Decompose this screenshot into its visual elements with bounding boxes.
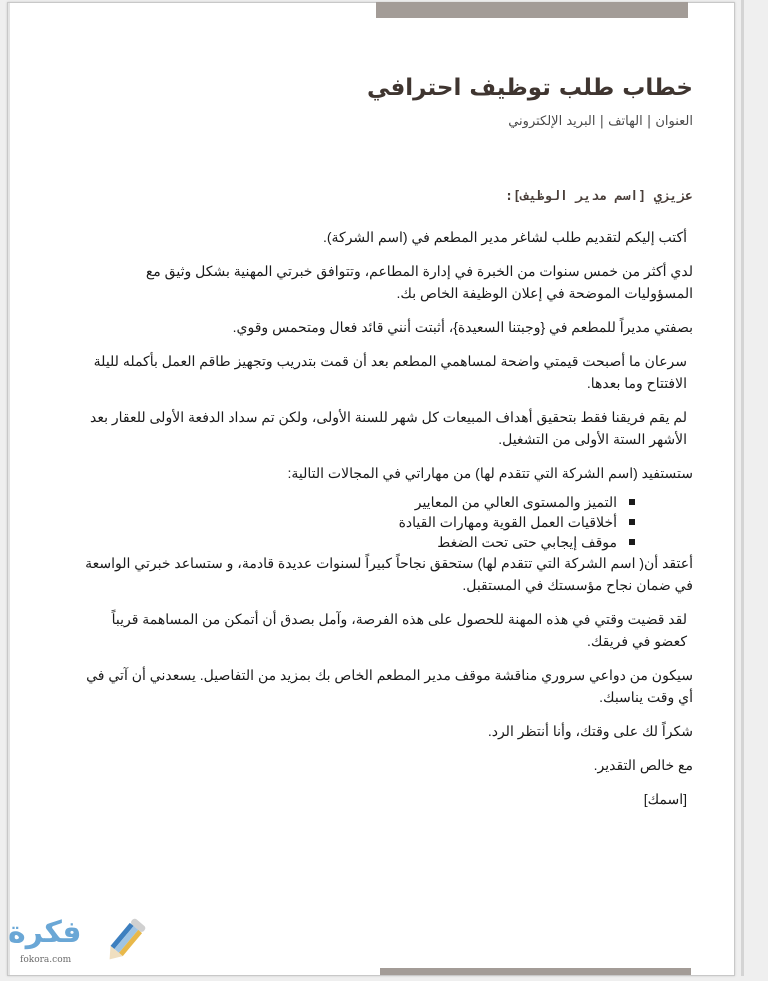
- square-bullet-icon: [629, 519, 635, 525]
- skill-text: التميز والمستوى العالي من المعايير: [414, 494, 617, 510]
- paragraph-role: بصفتي مديراً للمطعم في {وجبتنا السعيدة}، أثبتت أنني قائد فعال ومتحمس وقوي.: [232, 319, 693, 335]
- paragraph-discussion: سيكون من دواعي سروري مناقشة موقف مدير المطعم الخاص بك بمزيد من التفاصيل. يسعدني أن آتي في أي وقت يناسبك.: [86, 667, 693, 705]
- skill-text: موقف إيجابي حتى تحت الضغط: [437, 534, 617, 550]
- letter-body: [76, 226, 693, 810]
- list-item: [76, 532, 635, 552]
- paragraph-skills-intro: ستستفيد (اسم الشركة التي تتقدم لها) من مهاراتي في المجالات التالية:: [287, 465, 693, 481]
- paragraph-value: سرعان ما أصبحت قيمتي واضحة لمساهمي المطعم بعد أن قمت بتدريب وتجهيز طاقم العمل بأكمله لليلة الافتتاح وما بعدها.: [93, 353, 687, 391]
- paragraph-intro: أكتب إليكم لتقديم طلب لشاغر مدير المطعم في (اسم الشركة).: [322, 229, 687, 245]
- signature-placeholder: [اسمك]: [643, 791, 687, 807]
- footer-accent-bar: [380, 968, 691, 975]
- square-bullet-icon: [629, 499, 635, 505]
- letter-title: خطاب طلب توظيف احترافي: [366, 75, 693, 101]
- pencil-icon: [100, 915, 150, 967]
- logo-brand-text: فكرة: [8, 915, 82, 950]
- skills-list: [76, 492, 693, 552]
- header-accent-bar: [376, 2, 688, 18]
- paragraph-dedication: لقد قضيت وقتي في هذه المهنة للحصول على هذه الفرصة، وآمل بصدق أن أتمكن من المساهمة قريباً كعضو في فريقك.: [111, 611, 687, 649]
- logo-url-text: fokora.com: [20, 955, 72, 965]
- square-bullet-icon: [629, 539, 635, 545]
- contact-line: العنوان | الهاتف | البريد الإلكتروني: [508, 114, 693, 129]
- greeting: عزيزي [اسم مدير الوظيف]:: [505, 189, 693, 204]
- skill-text: أخلاقيات العمل القوية ومهارات القيادة: [398, 514, 617, 530]
- paragraph-achievement: لم يقم فريقنا فقط بتحقيق أهداف المبيعات كل شهر للسنة الأولى، ولكن تم سداد الدفعة الأولى للعقار بعد الأشهر الستة الأولى من التشغيل.: [89, 409, 687, 447]
- paragraph-belief: أعتقد أن( اسم الشركة التي تتقدم لها) ستحقق نجاحاً كبيراً لسنوات عديدة قادمة، و ستساعد خبرتي الواسعة في ضمان نجاح مؤسستك في المستقبل.: [85, 555, 693, 593]
- letter-content: [76, 60, 693, 822]
- list-item: [76, 492, 635, 512]
- paragraph-experience: لدي أكثر من خمس سنوات من الخبرة في إدارة المطاعم، وتتوافق خبرتي المهنية بشكل وثيق مع المسؤوليات الموضحة في إعلان الوظيفة الخاص بك.: [145, 263, 693, 301]
- list-item: [76, 512, 635, 532]
- watermark-logo: [6, 915, 146, 975]
- paragraph-closing: مع خالص التقدير.: [593, 757, 693, 773]
- paragraph-thanks: شكراً لك على وقتك، وأنا أنتظر الرد.: [487, 723, 693, 739]
- page-frame-edge: [741, 0, 744, 976]
